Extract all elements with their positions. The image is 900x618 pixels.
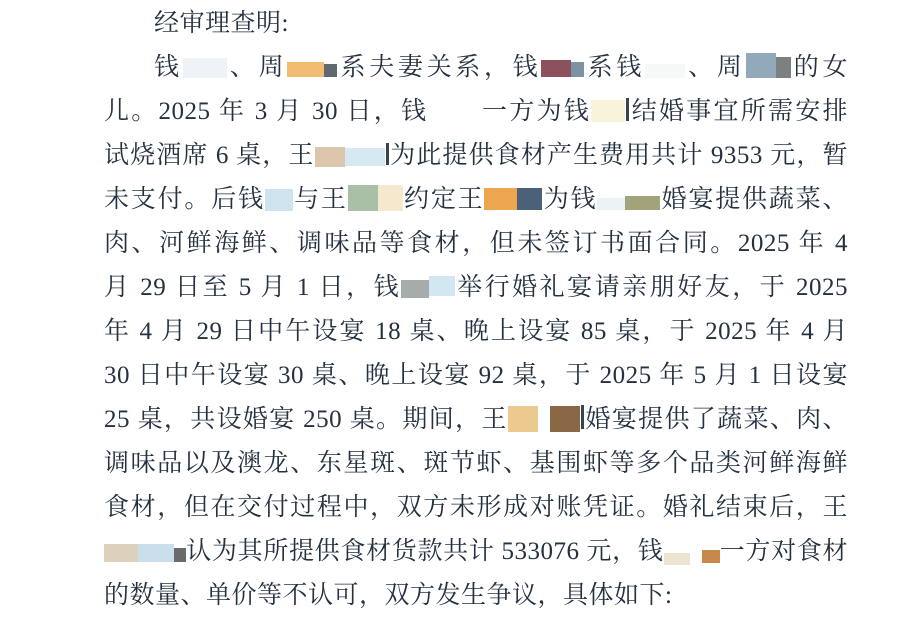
redaction-block (484, 178, 542, 222)
document-page (104, 2, 848, 618)
text-segment: 25 桌，共设婚宴 250 桌。期间，王 (104, 406, 508, 433)
redaction-color-swatch (664, 553, 690, 565)
text-segment: 的女 (790, 54, 848, 81)
text-segment: 的数量、单价等不认可，双方发生争议，具体如下: (104, 582, 673, 609)
redaction-block (508, 398, 580, 442)
text-segment: 月 29 日至 5 月 1 日，钱 (104, 274, 402, 301)
text-segment: 系夫妻关系，钱 (337, 54, 542, 81)
text-line (104, 266, 848, 310)
redaction-color-swatch (645, 64, 685, 78)
redaction-color-swatch (484, 188, 517, 210)
redaction-color-swatch (776, 57, 791, 78)
leftover-glyph-stroke (386, 143, 389, 165)
text-segment: 一方对食材 (719, 538, 848, 565)
text-line (104, 90, 848, 134)
leftover-glyph-stroke (626, 98, 629, 121)
text-line (104, 354, 848, 398)
text-segment: 与王 (292, 186, 348, 213)
text-segment: 肉、河鲜海鲜、调味品等食材，但未签订书面合同。2025 年 4 (104, 230, 848, 257)
redaction-block (664, 530, 720, 574)
text-segment: 婚宴提供蔬菜、 (660, 186, 848, 213)
text-segment: 年 4 月 29 日中午设宴 18 桌、晚上设宴 85 桌，于 2025 年 4 月 (104, 318, 848, 345)
redaction-color-swatch (625, 196, 660, 210)
text-segment: 一方为钱 (480, 98, 591, 125)
text-line (104, 574, 848, 618)
text-line (104, 530, 848, 574)
redaction-block (348, 178, 403, 222)
text-line (104, 398, 848, 442)
redaction-color-swatch (550, 406, 580, 432)
redaction-block (287, 46, 337, 90)
redaction-block (401, 266, 455, 310)
redaction-color-swatch (591, 100, 625, 122)
text-segment: 为此提供食材产生费用共计 9353 元，暂 (389, 142, 848, 169)
redaction-color-swatch (378, 185, 403, 211)
redaction-color-swatch (174, 548, 186, 562)
text-segment: 未支付。后钱 (104, 186, 265, 213)
redaction-color-swatch (345, 148, 385, 166)
text-segment: 系钱 (584, 54, 645, 81)
text-line (104, 222, 848, 266)
text-line (104, 46, 848, 90)
redaction-color-swatch (138, 544, 174, 562)
redaction-color-swatch (183, 58, 227, 78)
text-line (104, 2, 848, 46)
redaction-block (591, 90, 625, 134)
text-segment: 调味品以及澳龙、东星斑、斑节虾、基围虾等多个品类河鲜海鲜 (104, 450, 848, 477)
text-line (104, 310, 848, 354)
leftover-glyph-stroke (581, 405, 584, 429)
text-segment: 儿。2025 年 3 月 30 日，钱 (104, 98, 429, 125)
text-segment: 30 日中午设宴 30 桌、晚上设宴 92 桌，于 2025 年 5 月 1 日设宴 (104, 362, 848, 389)
redaction-color-swatch (104, 544, 138, 562)
redaction-color-swatch (517, 188, 542, 210)
document-body (104, 2, 848, 618)
text-segment: 食材，但在交付过程中，双方未形成对账凭证。婚礼结束后，王 (104, 494, 848, 521)
redaction-color-swatch (287, 62, 324, 77)
text-segment: 、周 (684, 54, 746, 81)
redaction-block (597, 178, 660, 222)
text-segment: 经审理查明: (154, 10, 289, 37)
text-segment: 试烧酒席 6 桌，王 (104, 142, 315, 169)
redaction-block (645, 46, 685, 90)
text-segment: 为钱 (542, 186, 598, 213)
redaction-color-swatch (702, 550, 720, 563)
text-line (104, 486, 848, 530)
text-segment: 、周 (226, 54, 288, 81)
redaction-color-swatch (324, 64, 337, 77)
redaction-color-swatch (348, 185, 378, 211)
redaction-block (315, 134, 385, 178)
text-segment: 结婚事宜所需安排 (629, 98, 848, 125)
redaction-color-swatch (597, 198, 625, 210)
text-line (104, 178, 848, 222)
redaction-color-swatch (541, 60, 571, 77)
redaction-color-swatch (401, 280, 429, 298)
redaction-color-swatch (746, 53, 776, 78)
text-segment: 钱 (154, 54, 183, 81)
redaction-color-swatch (571, 62, 584, 77)
text-line (104, 442, 848, 486)
text-segment: 婚宴提供了蔬菜、肉、 (584, 406, 848, 433)
text-segment: 约定王 (402, 186, 485, 213)
redaction-block (541, 46, 584, 90)
redaction-block (265, 178, 293, 222)
redaction-color-swatch (429, 276, 455, 296)
text-segment: 认为其所提供食材货款共计 533076 元，钱 (186, 538, 664, 565)
redaction-color-swatch (315, 147, 345, 167)
redaction-block (104, 530, 186, 574)
redaction-color-swatch (265, 189, 293, 211)
text-segment: 举行婚礼宴请亲朋好友，于 2025 (455, 274, 848, 301)
redaction-color-swatch (508, 406, 538, 432)
text-line (104, 134, 848, 178)
redaction-block (746, 46, 791, 90)
redaction-block (183, 46, 227, 90)
